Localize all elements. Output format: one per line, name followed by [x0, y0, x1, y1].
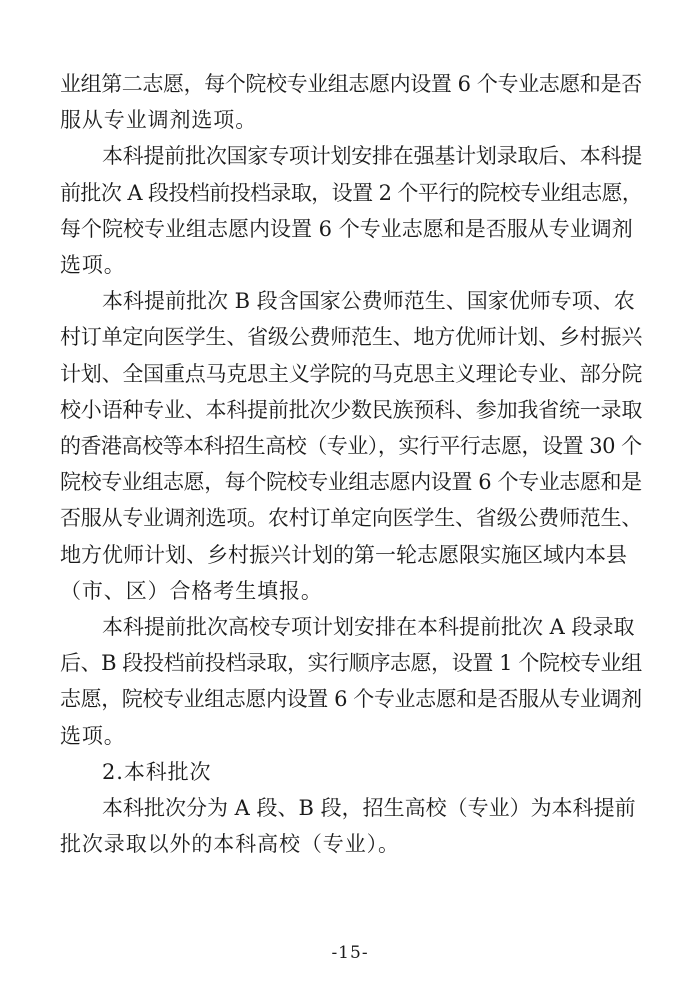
text-line: 校小语种专业、本科提前批次少数民族预科、参加我省统一录取 [60, 397, 643, 422]
paragraph-university-special-plan [60, 609, 642, 754]
section-heading-undergraduate-batch [60, 754, 642, 790]
paragraph-segment-b [60, 283, 642, 609]
text-line: 院校专业组志愿，每个院校专业组志愿内设置 6 个专业志愿和是 [60, 470, 642, 495]
text-line: 否服从专业调剂选项。农村订单定向医学生、省级公费师范生、 [60, 506, 643, 531]
text-line: 志愿，院校专业组志愿内设置 6 个专业志愿和是否服从专业调剂 [60, 687, 642, 712]
paragraph-continuation [60, 66, 642, 138]
section-heading: 2.本科批次 [102, 759, 212, 784]
text-line: 本科批次分为 A 段、B 段，招生高校（专业）为本科提前 [102, 796, 636, 821]
text-line: 选项。 [60, 253, 126, 278]
page-number: -15- [331, 943, 369, 963]
document-body [60, 66, 642, 862]
text-line: 前批次 A 段投档前投档录取，设置 2 个平行的院校专业组志愿， [60, 180, 643, 205]
text-line: 计划、全国重点马克思主义学院的马克思主义理论专业、部分院 [60, 361, 643, 386]
text-line: 后、B 段投档前投档录取，实行顺序志愿，设置 1 个院校专业组 [60, 651, 642, 676]
paragraph-national-special-plan [60, 138, 642, 283]
paragraph-undergraduate-batch [60, 790, 642, 862]
text-line: 选项。 [60, 723, 126, 748]
text-line: 本科提前批次高校专项计划安排在本科提前批次 A 段录取 [102, 615, 635, 640]
text-line: 本科提前批次 B 段含国家公费师范生、国家优师专项、农 [102, 289, 635, 314]
text-line: 业组第二志愿，每个院校专业组志愿内设置 6 个专业志愿和是否 [60, 72, 642, 96]
text-line: 的香港高校等本科招生高校（专业），实行平行志愿，设置 30 个 [60, 434, 642, 459]
text-line: 批次录取以外的本科高校（专业）。 [60, 832, 400, 857]
text-line: 村订单定向医学生、省级公费师范生、地方优师计划、乡村振兴 [60, 325, 643, 350]
text-line: 地方优师计划、乡村振兴计划的第一轮志愿限实施区域内本县 [60, 542, 627, 567]
text-line: （市、区）合格考生填报。 [60, 578, 323, 603]
text-line: 每个院校专业组志愿内设置 6 个专业志愿和是否服从专业调剂 [60, 216, 633, 241]
text-line: 本科提前批次国家专项计划安排在强基计划录取后、本科提 [102, 144, 643, 169]
text-line: 服从专业调剂选项。 [60, 108, 258, 133]
